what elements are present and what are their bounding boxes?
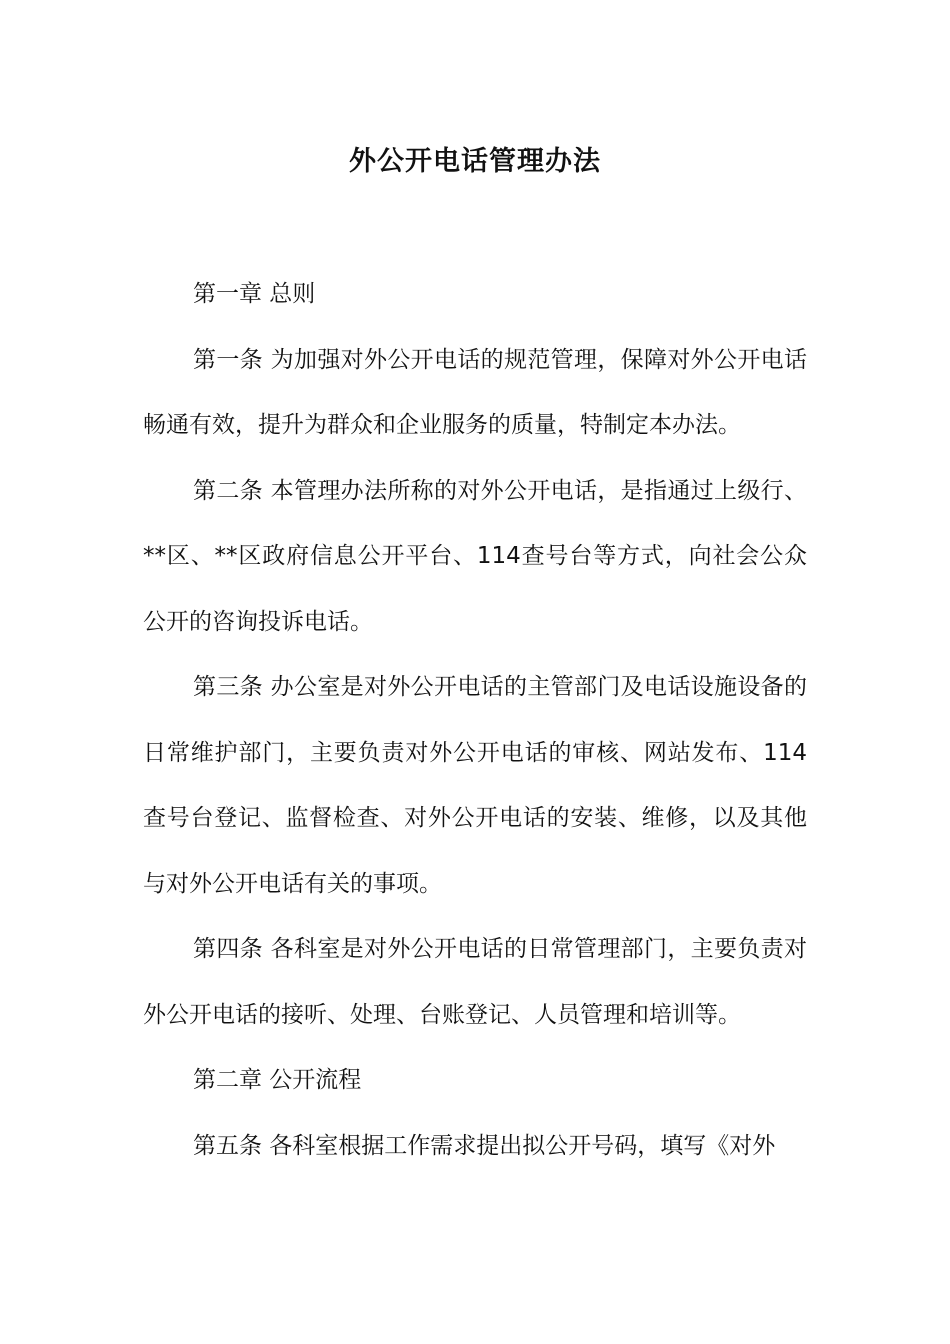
article-paragraph: 第三条 办公室是对外公开电话的主管部门及电话设施设备的日常维护部门，主要负责对外公开电话的审核、网站发布、114查号台登记、监督检查、对外公开电话的安装、维修，以及其他与对外公开电话有关的事项。 xyxy=(143,674,807,897)
article-paragraph: 第五条 各科室根据工作需求提出拟公开号码，填写《对外 xyxy=(193,1132,776,1159)
chapter-heading: 第一章 总则 xyxy=(193,281,316,307)
document-body xyxy=(143,262,807,1179)
document-title: 外公开电话管理办法 xyxy=(349,146,601,177)
article-paragraph: 第二条 本管理办法所称的对外公开电话，是指通过上级行、**区、**区政府信息公开平台、114查号台等方式，向社会公众公开的咨询投诉电话。 xyxy=(143,477,807,635)
article-paragraph: 第四条 各科室是对外公开电话的日常管理部门，主要负责对外公开电话的接听、处理、台账登记、人员管理和培训等。 xyxy=(143,936,807,1028)
chapter-heading: 第二章 公开流程 xyxy=(193,1067,362,1093)
article-paragraph: 第一条 为加强对外公开电话的规范管理，保障对外公开电话畅通有效，提升为群众和企业服务的质量，特制定本办法。 xyxy=(143,346,807,438)
